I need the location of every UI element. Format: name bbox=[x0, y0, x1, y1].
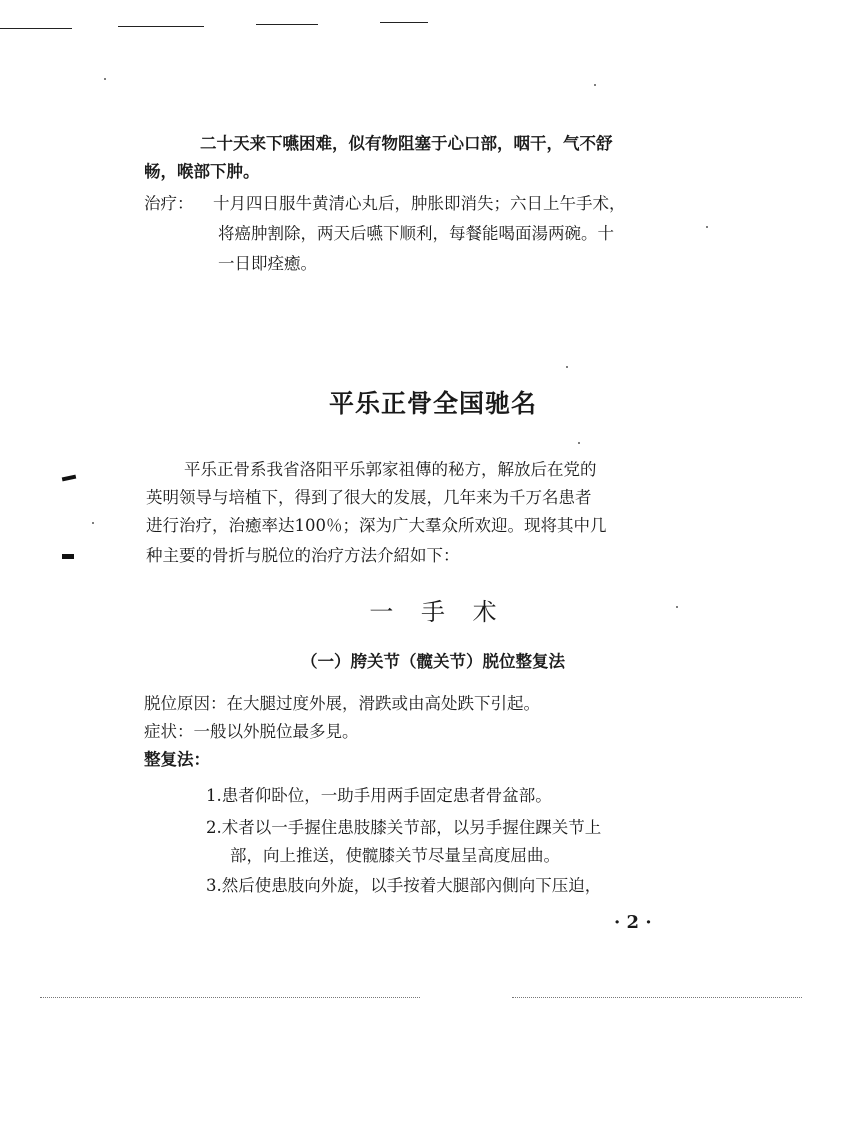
subsection-heading: （一）胯关节（髋关节）脱位整复法 bbox=[301, 652, 565, 671]
margin-mark bbox=[62, 554, 74, 559]
scan-speck bbox=[578, 442, 580, 444]
margin-mark bbox=[62, 475, 77, 482]
top-rule bbox=[256, 24, 318, 25]
scan-speck bbox=[566, 366, 568, 368]
treatment-line-1: 十月四日服牛黄清心丸后，肿胀即消失；六日上午手术， bbox=[213, 194, 626, 213]
step-1: 1.患者仰卧位，一助手用两手固定患者骨盆部。 bbox=[206, 786, 552, 805]
intro-line-2: 英明领导与培植下，得到了很大的发展，几年来为千万名患者 bbox=[146, 488, 592, 507]
cause-line: 脱位原因：在大腿过度外展，滑跌或由高处跌下引起。 bbox=[144, 694, 540, 713]
intro-line-4: 种主要的骨折与脱位的治疗方法介紹如下： bbox=[146, 546, 460, 565]
case-line-1: 二十天来下嚥困难，似有物阻塞于心口部，咽干，气不舒 bbox=[200, 134, 613, 153]
method-label: 整复法： bbox=[144, 750, 210, 769]
scan-speck bbox=[104, 78, 106, 80]
symptom-line: 症状：一般以外脱位最多見。 bbox=[144, 722, 359, 741]
top-rule bbox=[118, 26, 204, 27]
treatment-line-3: 一日即痊癒。 bbox=[218, 254, 317, 273]
bottom-scan-line bbox=[512, 997, 802, 998]
step-2-cont: 部，向上推送，使髋膝关节尽量呈高度屈曲。 bbox=[230, 846, 560, 865]
step-3: 3.然后使患肢向外旋，以手按着大腿部內側向下压迫， bbox=[206, 876, 602, 895]
page-number: · 2 · bbox=[614, 912, 652, 933]
scan-speck bbox=[594, 84, 596, 86]
article-title: 平乐正骨全国驰名 bbox=[328, 389, 537, 418]
top-rule bbox=[380, 22, 428, 23]
case-line-2: 畅，喉部下肿。 bbox=[144, 162, 260, 181]
treatment-line-2: 将癌肿割除，两天后嚥下顺利，每餐能喝面湯两碗。十 bbox=[218, 224, 614, 243]
intro-line-3: 进行治疗，治癒率达100％；深为广大羣众所欢迎。现将其中几 bbox=[146, 516, 607, 535]
scan-speck bbox=[706, 226, 708, 228]
treatment-label: 治疗： bbox=[144, 194, 194, 213]
bottom-scan-line bbox=[40, 997, 420, 998]
top-rule bbox=[0, 28, 72, 29]
intro-line-1: 平乐正骨系我省洛阳平乐郭家祖傳的秘方，解放后在党的 bbox=[184, 460, 597, 479]
scan-speck bbox=[92, 522, 94, 524]
section-heading: 一 手 术 bbox=[369, 598, 497, 626]
step-2: 2.术者以一手握住患肢膝关节部，以另手握住踝关节上 bbox=[206, 818, 602, 837]
